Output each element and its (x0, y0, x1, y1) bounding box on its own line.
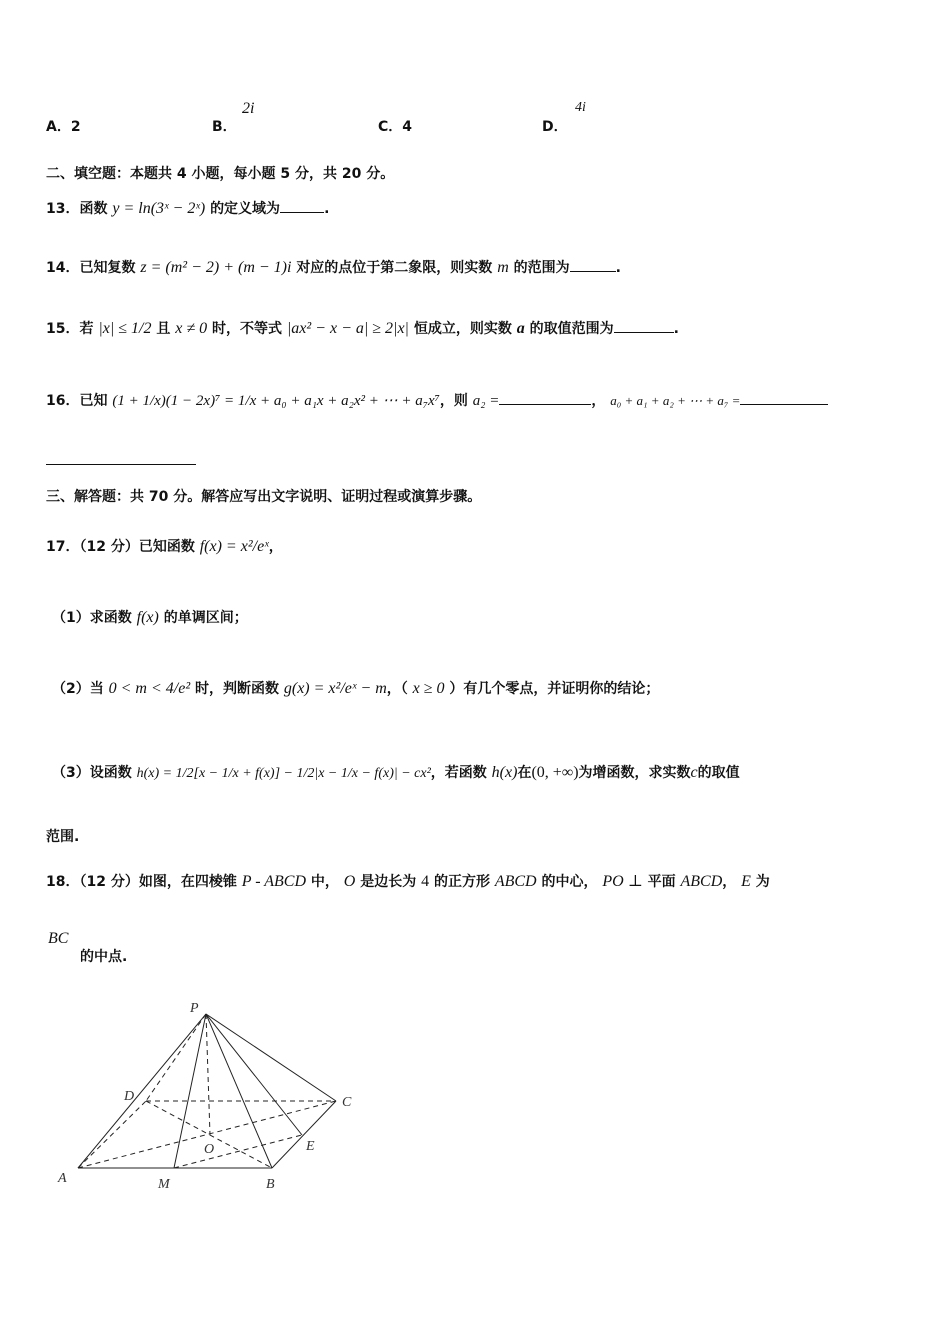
q16-answer-blank-2 (740, 392, 828, 405)
edge-pa (78, 1014, 206, 1168)
q17-part-3 (52, 762, 740, 782)
q17-p2-separator: ，（ (386, 681, 408, 697)
question-13 (46, 198, 329, 218)
q16-sum: a₀ + a₁ + a₂ + ⋯ + a₇ = (610, 393, 741, 408)
question-16 (46, 390, 828, 410)
q15-mid-2: 时，不等式 (212, 321, 282, 337)
option-d-value: 4i (575, 100, 586, 115)
q17-part-2 (52, 678, 659, 698)
edge-pc (206, 1014, 336, 1101)
option-d (542, 116, 568, 136)
q15-condition-2: x ≠ 0 (175, 320, 208, 337)
q17-number: 17． (46, 539, 80, 555)
label-o: O (204, 1142, 215, 1157)
q16-mid: ，则 (439, 393, 468, 409)
q18-score: （12 分）如图，在四棱锥 (79, 874, 237, 890)
q17-p3-on: 在 (517, 765, 532, 781)
q17-p3-label: （3）设函数 (52, 765, 132, 781)
q18-mid-7: 为 (755, 874, 770, 890)
q15-post: 的取值范围为 (529, 321, 614, 337)
q16-number: 16． (46, 393, 80, 409)
q18-mid-4: 的中心， (541, 874, 598, 890)
q18-side: 4 (421, 873, 430, 890)
q17-p3-c: c (690, 764, 698, 781)
q17-part-1 (52, 607, 248, 627)
q18-plane: ABCD (680, 873, 723, 890)
q17-p3-post: 为增函数，求实数 (578, 765, 691, 781)
label-b: B (266, 1177, 275, 1192)
q13-expression: y = ln(3ˣ − 2ˣ) (112, 200, 206, 217)
q13-number: 13． (46, 201, 80, 217)
option-b-label: B． (212, 119, 237, 135)
q18-o: O (343, 873, 356, 890)
q13-answer-blank (280, 200, 324, 213)
q13-end: . (324, 201, 330, 217)
option-a-value: 2 (70, 119, 81, 135)
q18-e: E (741, 873, 751, 890)
q17-p1-label: （1）求函数 (52, 610, 132, 626)
q17-p2-domain: x ≥ 0 (412, 680, 445, 697)
q18-mid-6: ， (722, 874, 737, 890)
q17-p2-mid: 时，判断函数 (195, 681, 279, 697)
q14-answer-blank (570, 259, 616, 272)
question-15 (46, 318, 679, 338)
q15-mid-3: 恒成立，则实数 (413, 321, 512, 337)
q14-end: . (615, 260, 621, 276)
q18-bc: BC (48, 930, 69, 947)
q17-p3-end: 的取值 (697, 765, 740, 781)
option-b-value: 2i (242, 100, 255, 117)
q14-pre: 已知复数 (79, 260, 136, 276)
option-b (212, 116, 237, 136)
q17-p2-expression: g(x) = x²/eˣ − m (283, 680, 387, 697)
q15-condition-1: |x| ≤ 1/2 (98, 320, 152, 337)
q18-mid-1: 中， (310, 874, 339, 890)
q15-inequality: |ax² − x − a| ≥ 2|x| (286, 320, 409, 337)
q18-mid-2: 是边长为 (360, 874, 417, 890)
label-m: M (158, 1177, 170, 1192)
label-c: C (342, 1095, 352, 1110)
q17-p3-mid: ，若函数 (430, 765, 487, 781)
q17-p2-post: ）有几个零点，并证明你的结论； (449, 681, 660, 697)
q18-pyramid: P - ABCD (241, 873, 307, 890)
q15-pre: 若 (79, 321, 94, 337)
q15-answer-blank (614, 320, 674, 333)
section-3-title: 三、解答题：共 70 分。解答应写出文字说明、证明过程或演算步骤。 (46, 489, 482, 505)
q15-variable: a (516, 320, 525, 337)
label-a: A (58, 1171, 67, 1186)
q14-mid: 对应的点位于第二象限，则实数 (296, 260, 493, 276)
q17-p1-expression: f(x) (136, 609, 159, 626)
segment-me (174, 1135, 302, 1168)
q15-number: 15． (46, 321, 80, 337)
option-a (46, 116, 81, 136)
q17-p3-continuation: 范围. (46, 829, 80, 845)
label-e: E (306, 1139, 315, 1154)
q14-post: 的范围为 (513, 260, 570, 276)
option-c-value: 4 (402, 119, 413, 135)
q18-mid-3: 的正方形 (433, 874, 490, 890)
pyramid-figure (40, 990, 380, 1200)
q17-p2-condition: 0 < m < 4/e² (108, 680, 191, 697)
q13-post: 的定义域为 (210, 201, 281, 217)
q15-end: . (673, 321, 679, 337)
q16-answer-blank-continuation (46, 464, 196, 465)
q18-number: 18． (46, 874, 80, 890)
question-18 (46, 871, 770, 891)
edge-po (206, 1014, 210, 1135)
section-2-title: 二、填空题：本题共 4 小题，每小题 5 分，共 20 分。 (46, 166, 395, 182)
question-17 (46, 536, 283, 556)
q16-separator: ， (591, 393, 606, 409)
q18-mid-5: 平面 (647, 874, 676, 890)
q17-end: ， (268, 539, 283, 555)
option-c (378, 116, 412, 136)
q13-pre: 函数 (79, 201, 108, 217)
edge-bc (272, 1101, 336, 1168)
question-14 (46, 257, 621, 277)
q16-expression: (1 + 1/x)(1 − 2x)⁷ = 1/x + a₀ + a₁x + a₂x² + ⋯ + a₇x⁷ (112, 393, 440, 409)
q17-p3-h: h(x) (491, 764, 518, 781)
option-d-label: D． (542, 119, 568, 135)
q17-p2-label: （2）当 (52, 681, 104, 697)
q15-mid-1: 且 (156, 321, 171, 337)
q18-po: PO ⊥ (602, 873, 643, 890)
q17-score: （12 分）已知函数 (79, 539, 195, 555)
diagonal-bd (146, 1101, 272, 1168)
option-c-label: C． (378, 119, 403, 135)
q16-pre: 已知 (79, 393, 108, 409)
q17-p3-interval: (0, +∞) (531, 764, 579, 781)
q14-variable: m (497, 259, 509, 276)
diagonal-ac (78, 1101, 336, 1168)
q16-answer-blank-1 (499, 392, 591, 405)
q16-a2: a₂ = (472, 393, 500, 409)
label-p: P (190, 1001, 199, 1016)
label-d: D (124, 1089, 135, 1104)
q14-expression: z = (m² − 2) + (m − 1)i (140, 259, 292, 276)
q18-end: 的中点. (80, 949, 128, 965)
edge-ad (78, 1101, 146, 1168)
q17-p3-expression: h(x) = 1/2[x − 1/x + f(x)] − 1/2|x − 1/x − f(x)| − cx² (136, 766, 431, 781)
q17-p1-post: 的单调区间； (163, 610, 248, 626)
q17-function: f(x) = x²/eˣ (199, 538, 269, 555)
q14-number: 14． (46, 260, 80, 276)
q18-square: ABCD (494, 873, 537, 890)
option-a-label: A． (46, 119, 71, 135)
edge-pe (206, 1014, 302, 1135)
